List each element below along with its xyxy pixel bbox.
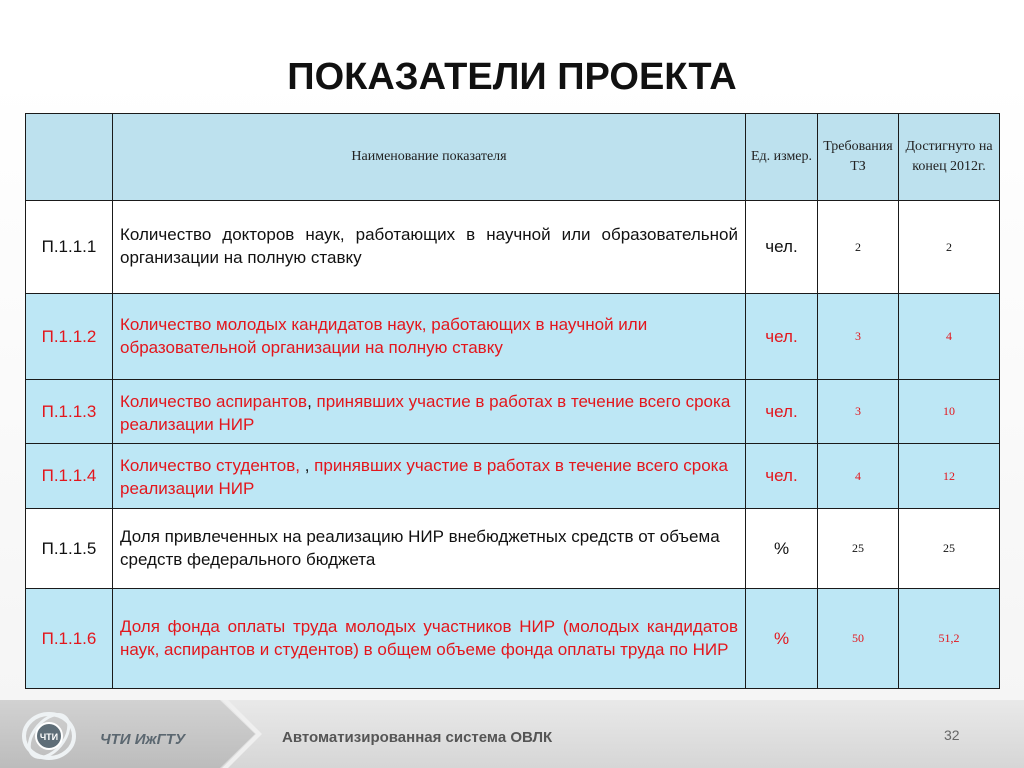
row-required: 4 (818, 444, 899, 509)
row-achieved: 10 (899, 380, 1000, 444)
row-code: П.1.1.1 (26, 201, 113, 294)
row-name (113, 380, 746, 444)
row-name: Доля фонда оплаты труда молодых участников НИР (молодых кандидатов наук, аспирантов и студентов) в общем объеме фонда оплаты труда по НИР (113, 589, 746, 689)
row-code: П.1.1.2 (26, 294, 113, 380)
header-unit: Ед. измер. (746, 114, 818, 201)
header-name: Наименование показателя (113, 114, 746, 201)
slide-footer (0, 700, 1024, 768)
header-code (26, 114, 113, 201)
table-row (26, 380, 1000, 444)
row-code: П.1.1.4 (26, 444, 113, 509)
header-required: Требования ТЗ (818, 114, 899, 201)
row-required: 25 (818, 509, 899, 589)
row-unit: % (746, 509, 818, 589)
row-name-part: принявших участие в работах в течение всего срока реализации НИР (120, 456, 728, 498)
logo-text: ЧТИ (39, 732, 59, 742)
row-required: 3 (818, 380, 899, 444)
row-unit: чел. (746, 444, 818, 509)
row-name: Доля привлеченных на реализацию НИР внебюджетных средств от объема средств федерального бюджета (113, 509, 746, 589)
row-name-part: Количество аспирантов (120, 392, 308, 411)
table-header-row (26, 114, 1000, 201)
row-name-comma: , (304, 456, 310, 475)
row-name (113, 444, 746, 509)
footer-org-name: ЧТИ ИжГТУ (100, 731, 186, 748)
page-number: 32 (944, 727, 960, 743)
row-achieved: 2 (899, 201, 1000, 294)
row-name: Количество молодых кандидатов наук, работающих в научной или образовательной организации на полную ставку (113, 294, 746, 380)
table-row (26, 201, 1000, 294)
table-row (26, 509, 1000, 589)
table-row (26, 294, 1000, 380)
header-achieved: Достигнуто на конец 2012г. (899, 114, 1000, 201)
row-code: П.1.1.6 (26, 589, 113, 689)
row-unit: чел. (746, 201, 818, 294)
row-achieved: 4 (899, 294, 1000, 380)
row-code: П.1.1.5 (26, 509, 113, 589)
footer-system-name: Автоматизированная система ОВЛК (282, 729, 553, 746)
university-logo-icon (20, 708, 78, 764)
row-required: 3 (818, 294, 899, 380)
row-unit: чел. (746, 380, 818, 444)
row-code: П.1.1.3 (26, 380, 113, 444)
row-achieved: 25 (899, 509, 1000, 589)
row-name: Количество докторов наук, работающих в научной или образовательной организации на полную ставку (113, 201, 746, 294)
row-unit: чел. (746, 294, 818, 380)
slide-title: ПОКАЗАТЕЛИ ПРОЕКТА (287, 56, 737, 98)
row-required: 2 (818, 201, 899, 294)
row-name-comma: , (307, 392, 312, 411)
metrics-table (25, 113, 1000, 689)
row-name-part: Количество студентов, (120, 456, 305, 475)
row-achieved: 12 (899, 444, 1000, 509)
row-unit: % (746, 589, 818, 689)
row-name-part: принявших участие в работах в течение всего срока реализации НИР (120, 392, 731, 434)
table-row (26, 589, 1000, 689)
row-achieved: 51,2 (899, 589, 1000, 689)
row-required: 50 (818, 589, 899, 689)
table-row (26, 444, 1000, 509)
